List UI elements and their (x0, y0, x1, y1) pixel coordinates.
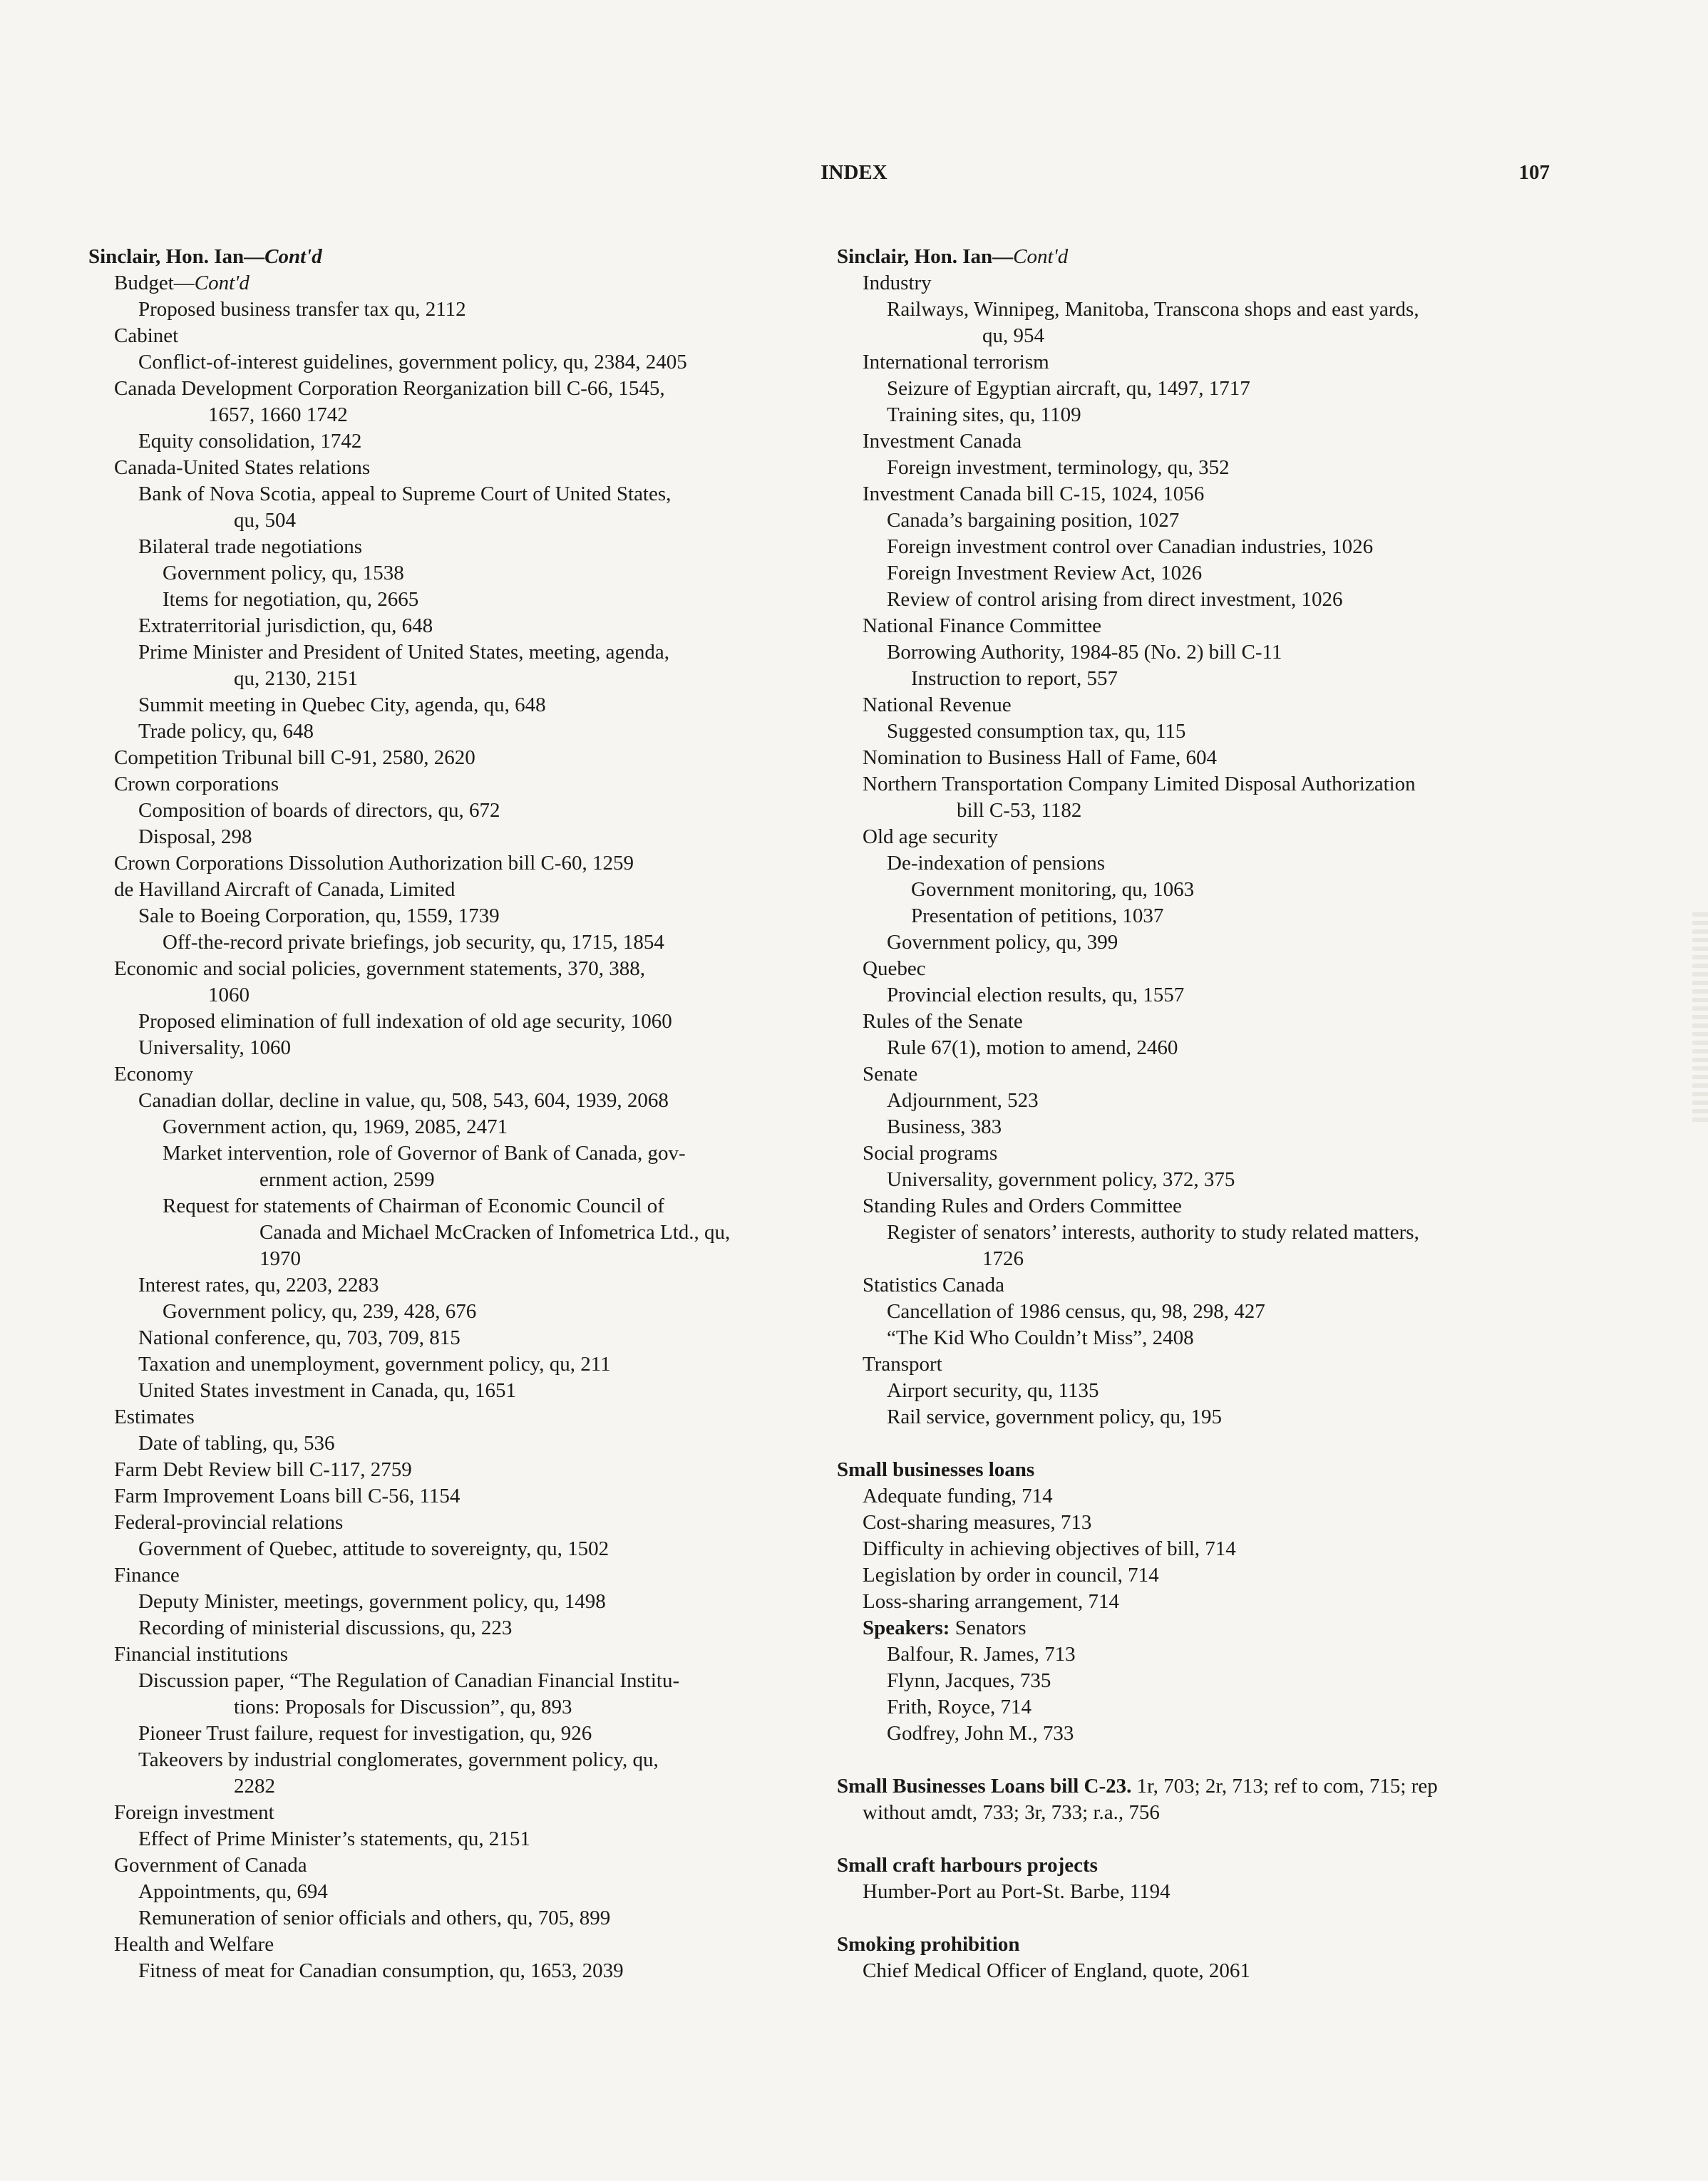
index-entry: Presentation of petitions, 1037 (911, 904, 1164, 927)
index-entry: Government policy, qu, 239, 428, 676 (163, 1300, 477, 1323)
index-entry: Prime Minister and President of United States, meeting, agenda, (138, 641, 669, 664)
index-entry (88, 270, 801, 297)
index-entry: Taxation and unemployment, government policy, qu, 211 (138, 1353, 611, 1376)
index-entry: National Revenue (863, 694, 1012, 716)
index-entry: Farm Improvement Loans bill C-56, 1154 (114, 1485, 461, 1507)
index-entry: Nomination to Business Hall of Fame, 604 (863, 746, 1217, 769)
entry-text-segment: Small businesses loans (837, 1458, 1035, 1481)
index-entry: Economy (114, 1063, 194, 1086)
index-entry: United States investment in Canada, qu, 1651 (138, 1379, 516, 1402)
index-entry: Register of senators’ interests, authority to study related matters, (887, 1221, 1419, 1244)
page-header (0, 161, 1708, 195)
index-entry: Financial institutions (114, 1643, 289, 1666)
index-entry: Federal-provincial relations (114, 1511, 344, 1534)
index-entry: Provincial election results, qu, 1557 (887, 984, 1185, 1006)
entry-text-segment: Small Businesses Loans bill C-23. (837, 1775, 1132, 1798)
index-entry: 1657, 1660 1742 (208, 403, 348, 426)
index-entry: Chief Medical Officer of England, quote, 2061 (863, 1959, 1250, 1982)
index-entry: International terrorism (863, 351, 1049, 373)
index-entry: Conflict-of-interest guidelines, government policy, qu, 2384, 2405 (138, 351, 687, 373)
index-entry: Rule 67(1), motion to amend, 2460 (887, 1036, 1178, 1059)
index-entry: Business, 383 (887, 1115, 1002, 1138)
index-entry: Trade policy, qu, 648 (138, 720, 314, 743)
index-entry: Canadian dollar, decline in value, qu, 508, 543, 604, 1939, 2068 (138, 1089, 669, 1112)
index-entry: Bank of Nova Scotia, appeal to Supreme Court of United States, (138, 483, 672, 505)
index-entry: Discussion paper, “The Regulation of Canadian Financial Institu- (138, 1669, 680, 1692)
index-entry: Government action, qu, 1969, 2085, 2471 (163, 1115, 508, 1138)
index-heading (837, 1773, 1551, 1800)
index-entry: Foreign investment (114, 1801, 274, 1824)
index-entry: Government of Canada (114, 1854, 307, 1877)
index-entry: Foreign investment control over Canadian industries, 1026 (887, 535, 1374, 558)
index-entry: Northern Transportation Company Limited Disposal Authorization (863, 773, 1416, 795)
index-entry: Recording of ministerial discussions, qu, 223 (138, 1617, 513, 1639)
index-entry: Railways, Winnipeg, Manitoba, Transcona shops and east yards, (887, 298, 1419, 321)
index-entry: Cancellation of 1986 census, qu, 98, 298, 427 (887, 1300, 1265, 1323)
index-entry: Competition Tribunal bill C-91, 2580, 2620 (114, 746, 475, 769)
index-entry: Foreign investment, terminology, qu, 352 (887, 456, 1230, 479)
index-entry: qu, 2130, 2151 (234, 667, 358, 690)
index-entry: Pioneer Trust failure, request for investigation, qu, 926 (138, 1722, 592, 1745)
index-entry: Economic and social policies, government statements, 370, 388, (114, 957, 645, 980)
entry-text-segment: Sinclair, Hon. Ian— (837, 245, 1014, 268)
index-column-right (837, 244, 1551, 1984)
index-entry: Canada Development Corporation Reorganization bill C-66, 1545, (114, 377, 665, 400)
index-entry: Crown corporations (114, 773, 279, 795)
index-entry: Sale to Boeing Corporation, qu, 1559, 1739 (138, 904, 500, 927)
index-entry: Review of control arising from direct investment, 1026 (887, 588, 1343, 611)
index-entry: qu, 954 (982, 324, 1044, 347)
index-entry: Health and Welfare (114, 1933, 274, 1956)
entry-gap (837, 1747, 1551, 1773)
index-entry: Composition of boards of directors, qu, 672 (138, 799, 500, 822)
index-entry: Adequate funding, 714 (863, 1485, 1053, 1507)
index-entry: Request for statements of Chairman of Economic Council of (163, 1195, 664, 1217)
index-entry: Fitness of meat for Canadian consumption, qu, 1653, 2039 (138, 1959, 624, 1982)
entry-text-segment: Speakers: (863, 1617, 950, 1639)
scan-edge-mark (1692, 912, 1708, 1126)
index-entry: Market intervention, role of Governor of Bank of Canada, gov- (163, 1142, 686, 1165)
index-entry: Appointments, qu, 694 (138, 1880, 328, 1903)
index-entry: Disposal, 298 (138, 825, 252, 848)
index-entry: without amdt, 733; 3r, 733; r.a., 756 (863, 1801, 1160, 1824)
index-entry: Godfrey, John M., 733 (887, 1722, 1074, 1745)
index-entry: Proposed business transfer tax qu, 2112 (138, 298, 466, 321)
index-entry: Flynn, Jacques, 735 (887, 1669, 1051, 1692)
index-entry: Investment Canada bill C-15, 1024, 1056 (863, 483, 1205, 505)
index-entry: Airport security, qu, 1135 (887, 1379, 1099, 1402)
entry-text-segment: Sinclair, Hon. Ian— (88, 245, 265, 268)
index-entry: Finance (114, 1564, 180, 1587)
index-entry: Items for negotiation, qu, 2665 (163, 588, 419, 611)
index-entry: Rail service, government policy, qu, 195 (887, 1406, 1223, 1428)
index-entry: Canada’s bargaining position, 1027 (887, 509, 1180, 532)
index-entry: Remuneration of senior officials and others, qu, 705, 899 (138, 1907, 611, 1929)
index-entry: Government monitoring, qu, 1063 (911, 878, 1195, 901)
index-entry: Suggested consumption tax, qu, 115 (887, 720, 1186, 743)
index-entry: Rules of the Senate (863, 1010, 1023, 1033)
index-heading (837, 1457, 1551, 1483)
entry-gap (837, 1430, 1551, 1457)
index-entry: Universality, 1060 (138, 1036, 291, 1059)
index-entry: Quebec (863, 957, 926, 980)
index-entry: Equity consolidation, 1742 (138, 430, 362, 453)
entry-text-segment: Budget— (114, 272, 195, 294)
entry-gap (837, 1826, 1551, 1852)
index-entry: bill C-53, 1182 (957, 799, 1082, 822)
index-entry: Extraterritorial jurisdiction, qu, 648 (138, 614, 433, 637)
index-entry (837, 1615, 1551, 1641)
page-number: 107 (1518, 161, 1550, 184)
index-entry: 1970 (259, 1247, 301, 1270)
entry-text-segment: Cont'd (194, 272, 249, 294)
index-entry: Frith, Royce, 714 (887, 1696, 1032, 1718)
index-entry: Adjournment, 523 (887, 1089, 1039, 1112)
index-entry: 1060 (208, 984, 249, 1006)
index-entry: Canada-United States relations (114, 456, 371, 479)
index-entry: Government policy, qu, 399 (887, 931, 1118, 954)
index-entry: Statistics Canada (863, 1274, 1004, 1296)
entry-text-segment: 1r, 703; 2r, 713; ref to com, 715; rep (1131, 1775, 1438, 1798)
index-entry: Bilateral trade negotiations (138, 535, 363, 558)
index-entry: Estimates (114, 1406, 195, 1428)
entry-text-segment: Senators (950, 1617, 1027, 1639)
index-entry: Takeovers by industrial conglomerates, government policy, qu, (138, 1748, 659, 1771)
entry-text-segment: Cont'd (264, 245, 322, 268)
index-entry: Crown Corporations Dissolution Authorization bill C-60, 1259 (114, 852, 634, 875)
index-entry: ernment action, 2599 (259, 1168, 435, 1191)
index-entry: Seizure of Egyptian aircraft, qu, 1497, 1717 (887, 377, 1250, 400)
index-entry: 2282 (234, 1775, 275, 1798)
index-entry: Borrowing Authority, 1984-85 (No. 2) bill C-11 (887, 641, 1282, 664)
index-entry: Standing Rules and Orders Committee (863, 1195, 1182, 1217)
index-entry: Foreign Investment Review Act, 1026 (887, 562, 1203, 584)
index-column-left (88, 244, 801, 1984)
index-entry: Summit meeting in Quebec City, agenda, qu, 648 (138, 694, 546, 716)
index-entry: Old age security (863, 825, 999, 848)
index-entry: Investment Canada (863, 430, 1022, 453)
index-entry: Universality, government policy, 372, 375 (887, 1168, 1235, 1191)
index-heading (837, 1932, 1551, 1958)
index-entry: Cost-sharing measures, 713 (863, 1511, 1092, 1534)
index-entry: Loss-sharing arrangement, 714 (863, 1590, 1119, 1613)
index-heading (837, 1852, 1551, 1879)
index-entry: de Havilland Aircraft of Canada, Limited (114, 878, 456, 901)
entry-text-segment: Smoking prohibition (837, 1933, 1020, 1956)
index-entry: National conference, qu, 703, 709, 815 (138, 1326, 461, 1349)
index-entry: Cabinet (114, 324, 179, 347)
entry-text-segment: Small craft harbours projects (837, 1854, 1098, 1877)
index-entry: Farm Debt Review bill C-117, 2759 (114, 1458, 412, 1481)
index-entry: Canada and Michael McCracken of Infometrica Ltd., qu, (259, 1221, 731, 1244)
index-heading (837, 244, 1551, 270)
index-entry: Training sites, qu, 1109 (887, 403, 1081, 426)
index-entry: Proposed elimination of full indexation of old age security, 1060 (138, 1010, 672, 1033)
index-entry: tions: Proposals for Discussion”, qu, 893 (234, 1696, 572, 1718)
index-entry: National Finance Committee (863, 614, 1102, 637)
index-entry: 1726 (982, 1247, 1024, 1270)
index-entry: Legislation by order in council, 714 (863, 1564, 1159, 1587)
page-title: INDEX (820, 161, 888, 184)
index-entry: Government policy, qu, 1538 (163, 562, 404, 584)
index-entry: Transport (863, 1353, 942, 1376)
index-entry: Instruction to report, 557 (911, 667, 1118, 690)
index-entry: Humber-Port au Port-St. Barbe, 1194 (863, 1880, 1171, 1903)
index-entry: Effect of Prime Minister’s statements, qu, 2151 (138, 1827, 530, 1850)
entry-text-segment: Cont'd (1013, 245, 1069, 268)
index-entry: De-indexation of pensions (887, 852, 1106, 875)
index-entry: Date of tabling, qu, 536 (138, 1432, 335, 1455)
entry-gap (837, 1905, 1551, 1932)
index-entry: Off-the-record private briefings, job security, qu, 1715, 1854 (163, 931, 664, 954)
index-entry: Difficulty in achieving objectives of bill, 714 (863, 1537, 1236, 1560)
index-entry: Government of Quebec, attitude to sovereignty, qu, 1502 (138, 1537, 609, 1560)
index-heading (88, 244, 801, 270)
index-entry: Interest rates, qu, 2203, 2283 (138, 1274, 379, 1296)
index-entry: Industry (863, 272, 932, 294)
index-entry: “The Kid Who Couldn’t Miss”, 2408 (887, 1326, 1194, 1349)
index-entry: qu, 504 (234, 509, 296, 532)
index-entry: Balfour, R. James, 713 (887, 1643, 1076, 1666)
index-entry: Social programs (863, 1142, 998, 1165)
index-entry: Senate (863, 1063, 918, 1086)
index-entry: Deputy Minister, meetings, government policy, qu, 1498 (138, 1590, 606, 1613)
